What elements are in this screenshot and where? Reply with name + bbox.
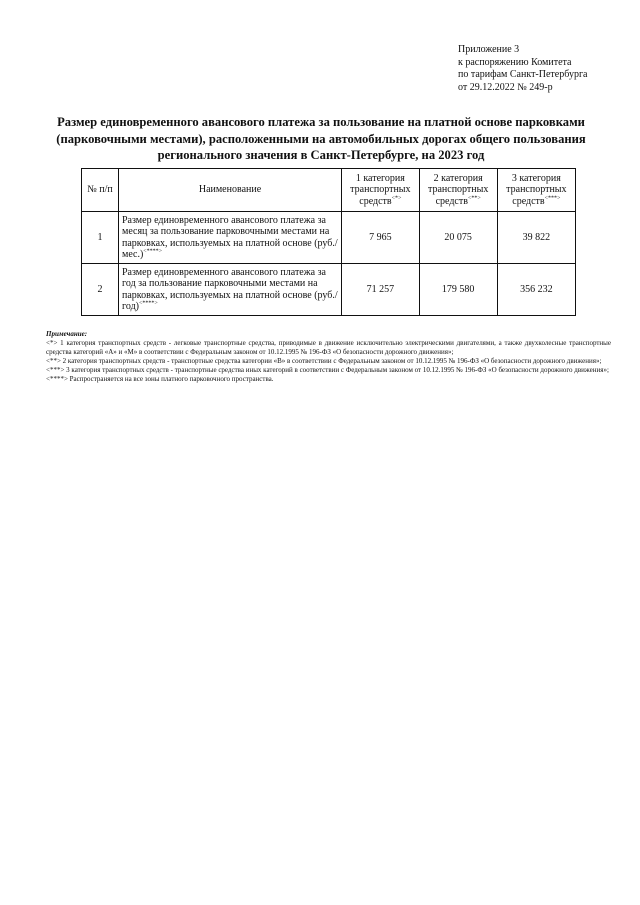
- footnote-mark: <***>: [544, 195, 561, 202]
- appendix-line: к распоряжению Комитета: [458, 56, 572, 68]
- footnote-mark: <****>: [138, 300, 158, 307]
- table-row: [82, 264, 576, 316]
- notes-block: [46, 330, 611, 384]
- header-cat3-label: 3 категория транспортных средств: [506, 172, 567, 207]
- footnote-2: <**> 2 категория транспортных средств - транспортные средства категории «B» в соответствии с Федеральным законом от 10.12.1995 № 196-ФЗ «О безопасности дорожного движения»;: [46, 357, 602, 365]
- table-header-row: [82, 169, 576, 212]
- title-line: Размер единовременного авансового платежа за пользование на платной основе парковками: [57, 115, 585, 129]
- notes-title: Примечание:: [46, 330, 88, 338]
- header-name: Наименование: [119, 169, 342, 212]
- row-name: [119, 264, 342, 316]
- row-cat1-value: 71 257: [342, 264, 420, 316]
- footnote-1: <*> 1 категория транспортных средств - легковые транспортные средства, приводимые в движение исключительно электрическими двигателями, а также двухколесные транспортные средства категорий «A» и «M» в соответствии с Федеральным законом от 10.12.1995 № 196-ФЗ «О безопасности дорожного движения»;: [46, 339, 611, 356]
- appendix-line: Приложение 3: [458, 44, 520, 55]
- header-cat3: [497, 169, 575, 212]
- row-num: 1: [82, 212, 119, 264]
- footnote-mark: <**>: [467, 195, 481, 202]
- row-cat3-value: 39 822: [497, 212, 575, 264]
- header-num: № п/п: [82, 169, 119, 212]
- header-cat1-label: 1 категория транспортных средств: [350, 172, 411, 207]
- title-line: (парковочными местами), расположенными на автомобильных дорогах общего пользования: [56, 131, 586, 146]
- row-cat3-value: 356 232: [497, 264, 575, 316]
- row-cat2-value: 179 580: [419, 264, 497, 316]
- row-name-text: Размер единовременного авансового платежа за год за пользование парковочными местами на парковках, используемых на платной основе (руб./год): [122, 266, 338, 312]
- row-name: [119, 212, 342, 264]
- footnote-mark: <*>: [391, 195, 402, 202]
- appendix-line: от 29.12.2022 № 249-р: [458, 81, 553, 93]
- header-cat1: [342, 169, 420, 212]
- title-line: регионального значения в Санкт-Петербурге, на 2023 год: [157, 148, 485, 162]
- footnote-mark: <****>: [143, 248, 163, 255]
- table-row: [82, 212, 576, 264]
- row-name-text: Размер единовременного авансового платежа за месяц за пользование парковочными местами на парковках, используемых на платной основе (руб./мес.): [122, 214, 338, 260]
- appendix-block: [458, 44, 587, 94]
- footnote-3: <***> 3 категория транспортных средств - транспортные средства иных категорий в соответствии с Федеральным законом от 10.12.1995 № 196-ФЗ «О безопасности дорожного движения»;: [46, 366, 609, 374]
- tariff-table: [81, 168, 576, 316]
- document-title: [40, 114, 602, 164]
- header-cat2: [419, 169, 497, 212]
- row-cat2-value: 20 075: [419, 212, 497, 264]
- header-cat2-label: 2 категория транспортных средств: [427, 172, 489, 207]
- footnote-4: <****> Распространяется на все зоны платного парковочного пространства.: [46, 375, 274, 383]
- row-cat1-value: 7 965: [342, 212, 420, 264]
- appendix-line: по тарифам Санкт-Петербурга: [458, 69, 588, 80]
- row-num: 2: [82, 264, 119, 316]
